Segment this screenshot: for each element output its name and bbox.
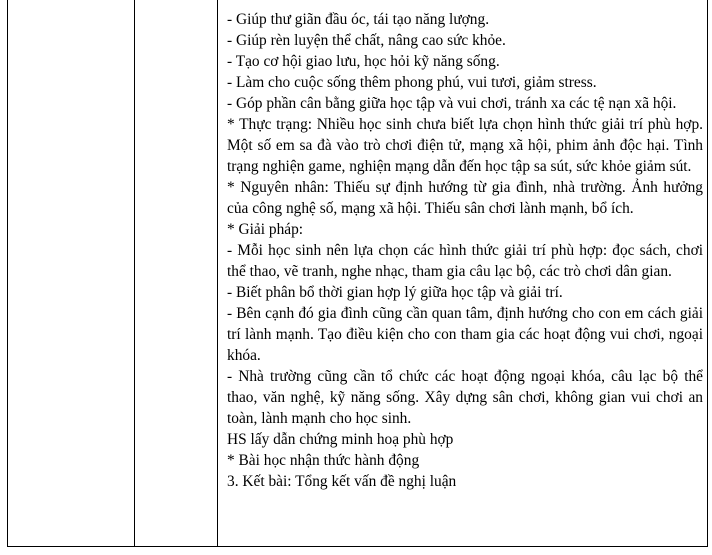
- text-line: - Tạo cơ hội giao lưu, học hỏi kỹ năng sống.: [227, 53, 500, 70]
- text-paragraph: - Mỗi học sinh nên lựa chọn các hình thức giải trí phù hợp: đọc sách, chơi thể thao, vẽ tranh, nghe nhạc, tham gia câu lạc bộ, các trò chơi dân gian.: [227, 242, 703, 280]
- text-line: HS lấy dẫn chứng minh hoạ phù hợp: [227, 431, 454, 448]
- text-line: - Giúp thư giãn đầu óc, tái tạo năng lượng.: [227, 11, 490, 28]
- text-paragraph: - Bên cạnh đó gia đình cũng cần quan tâm, định hướng cho con em cách giải trí lành mạnh. Tạo điều kiện cho con tham gia các hoạt động vui chơi, ngoại khóa.: [227, 305, 703, 364]
- text-line: * Giải pháp:: [227, 221, 304, 238]
- text-line: * Bài học nhận thức hành động: [227, 452, 420, 469]
- text-paragraph: * Nguyên nhân: Thiếu sự định hướng từ gia đình, nhà trường. Ảnh hưởng của công nghệ số, mạng xã hội. Thiếu sân chơi lành mạnh, bổ ích.: [227, 179, 703, 217]
- text-line: - Góp phần cân bằng giữa học tập và vui chơi, tránh xa các tệ nạn xã hội.: [227, 95, 677, 112]
- text-line: 3. Kết bài: Tổng kết vấn đề nghị luận: [227, 473, 457, 490]
- column-divider: [217, 0, 218, 546]
- text-line: - Làm cho cuộc sống thêm phong phú, vui tươi, giảm stress.: [227, 74, 597, 91]
- text-paragraph: * Thực trạng: Nhiều học sinh chưa biết lựa chọn hình thức giải trí phù hợp. Một số em sa đà vào trò chơi điện tử, mạng xã hội, phim ảnh độc hại. Tình trạng nghiện game, nghiện mạng dẫn đến học tập sa sút, sức khỏe giảm sút.: [227, 116, 703, 175]
- text-line: - Biết phân bổ thời gian hợp lý giữa học tập và giải trí.: [227, 284, 563, 301]
- column-divider: [134, 0, 135, 546]
- content-cell: [227, 9, 703, 492]
- text-paragraph: - Nhà trường cũng cần tổ chức các hoạt động ngoại khóa, câu lạc bộ thể thao, văn nghệ, kỹ năng sống. Xây dựng sân chơi, không gian vui chơi an toàn, lành mạnh cho học sinh.: [227, 368, 703, 427]
- text-line: - Giúp rèn luyện thể chất, nâng cao sức khỏe.: [227, 32, 506, 49]
- document-table: [7, 0, 708, 547]
